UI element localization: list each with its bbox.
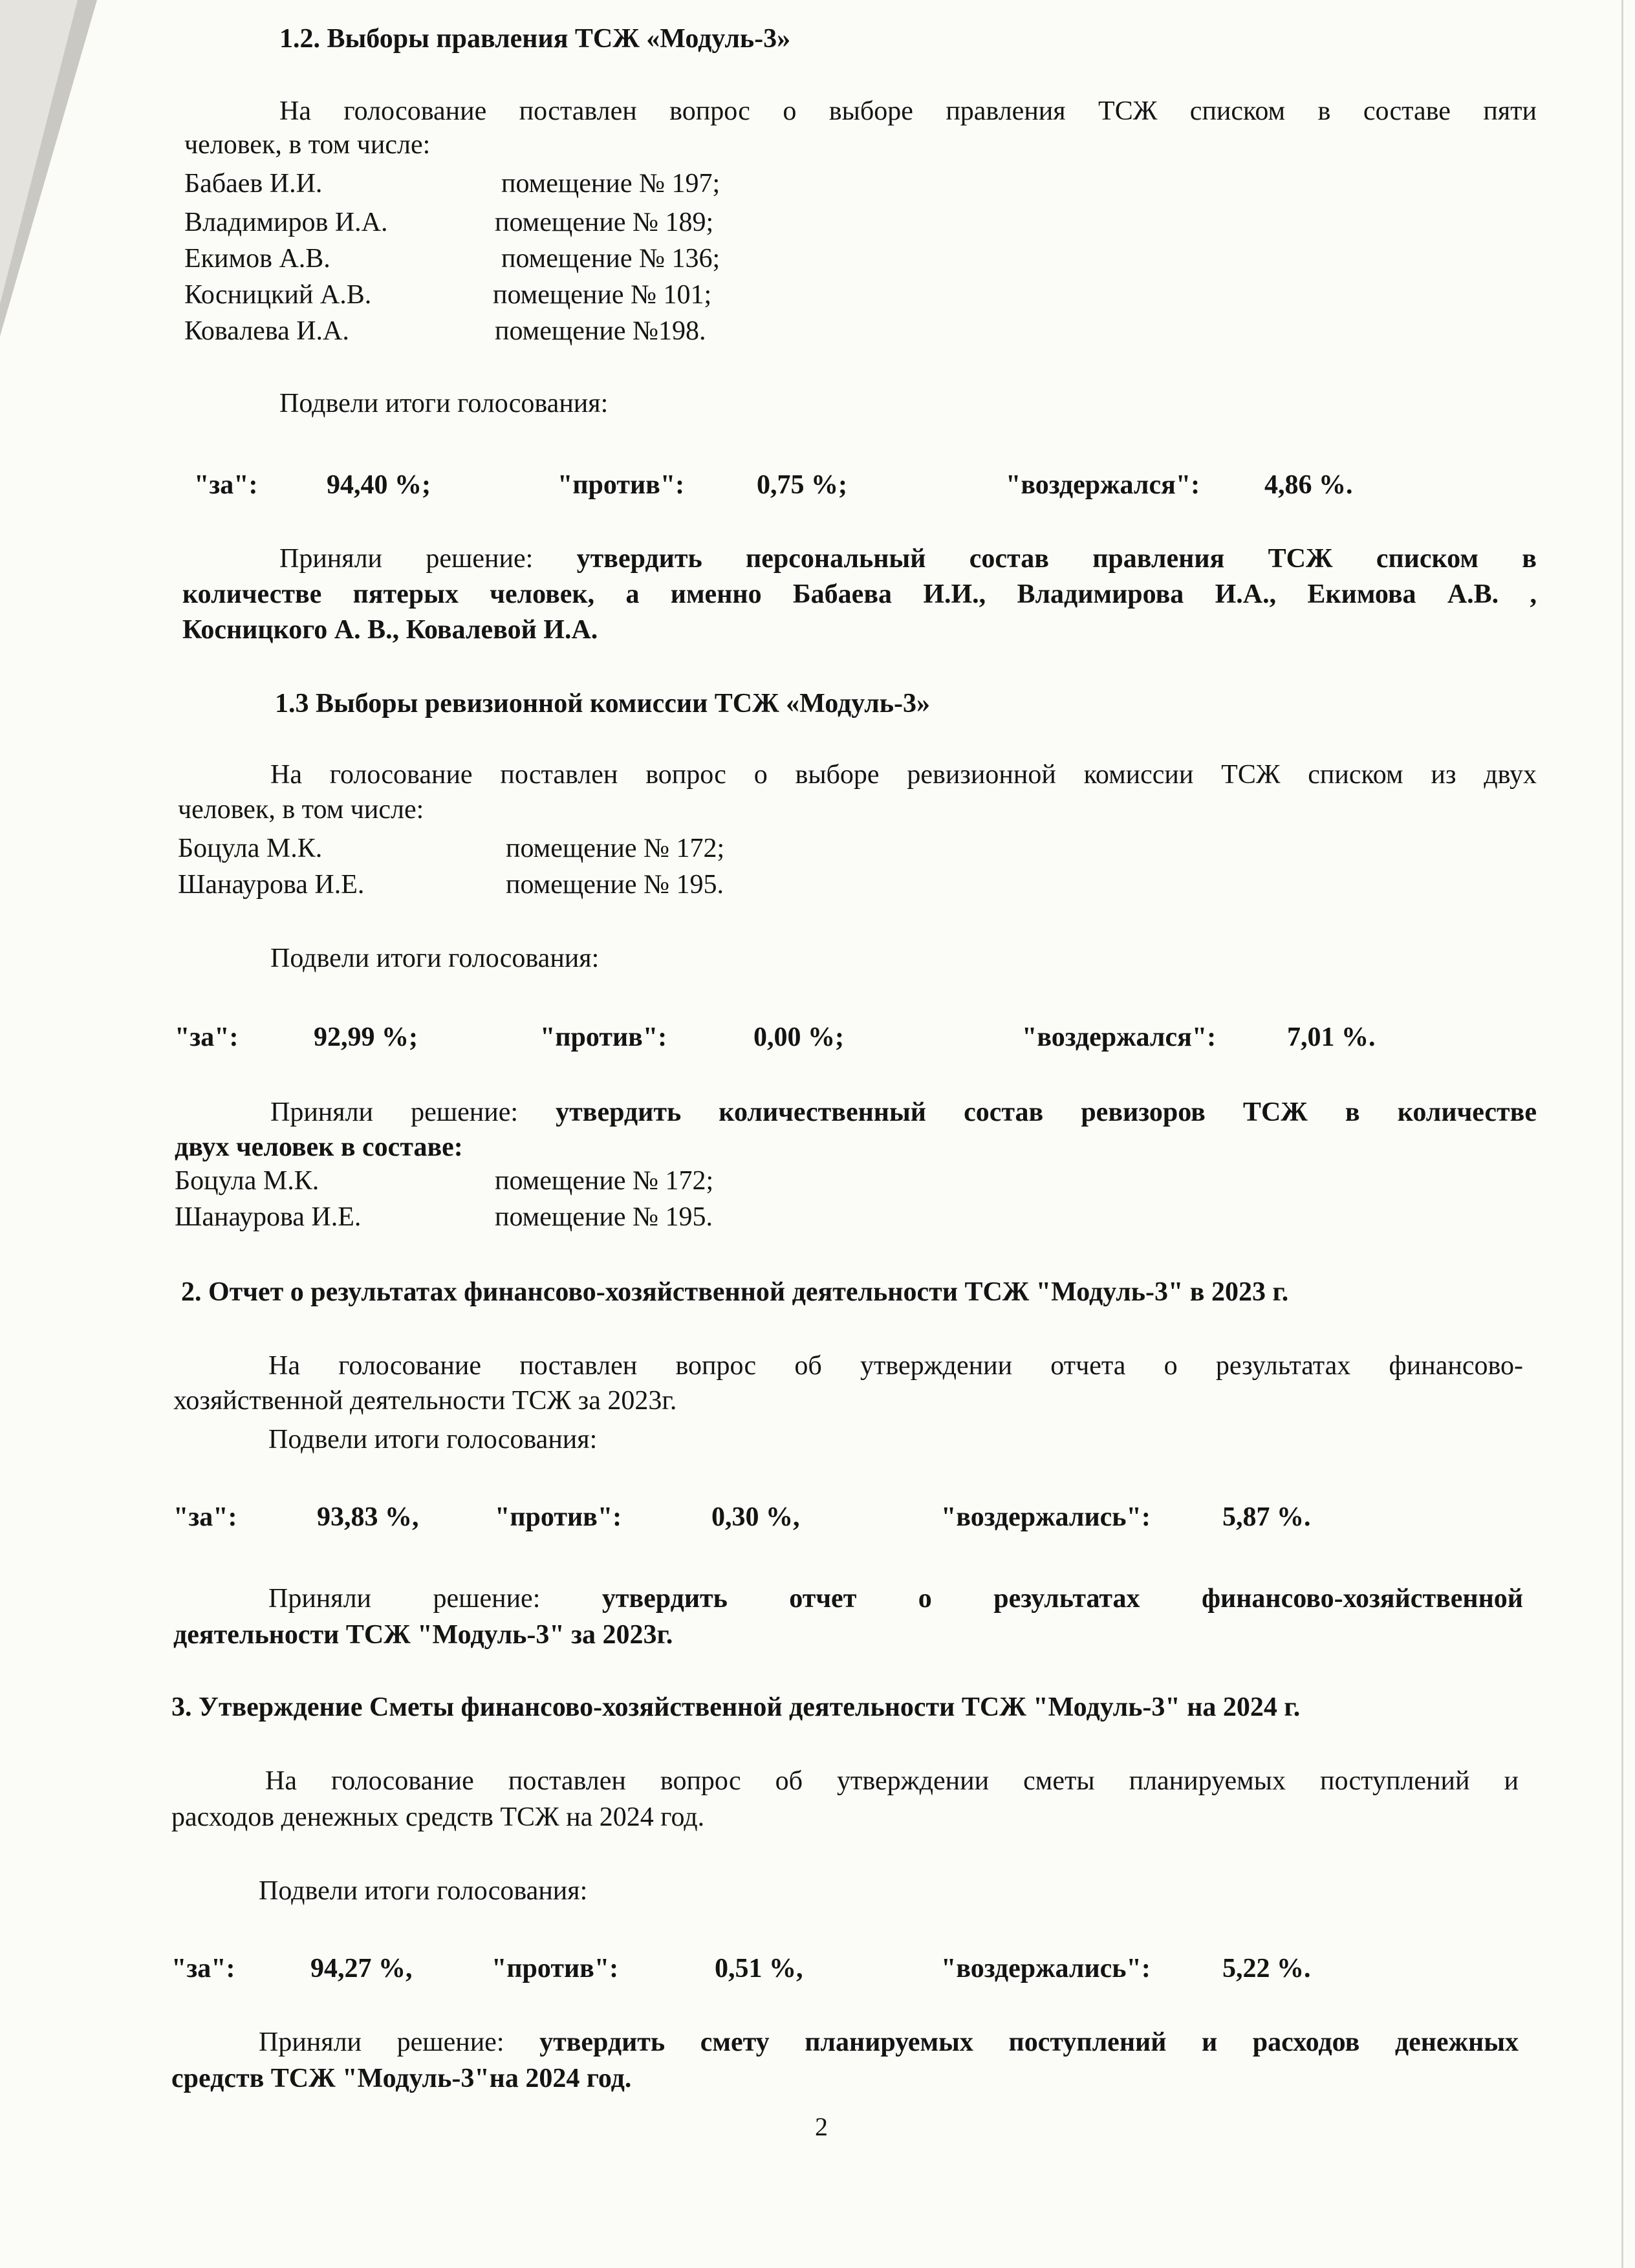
section-1-2-decision-line-2: количестве пятерых человек, а именно Бабаева И.И., Владимирова И.А., Екимова А.В. , xyxy=(182,579,1537,609)
member-room: помещение № 189; xyxy=(495,208,714,237)
member-name: Косницкий А.В. xyxy=(184,280,372,310)
vote-for-value: 94,27 %, xyxy=(310,1954,413,1983)
vote-for-label: "за": xyxy=(194,470,258,500)
section-1-2-intro: На голосование поставлен вопрос о выборе правления ТСЖ списком в составе пяти xyxy=(279,96,1537,126)
vote-against-label: "против": xyxy=(540,1022,667,1052)
section-1-3-intro: На голосование поставлен вопрос о выборе ревизионной комиссии ТСЖ списком из двух xyxy=(270,760,1537,790)
vote-against-value: 0,30 %, xyxy=(711,1502,800,1532)
page-number: 2 xyxy=(815,2112,828,2141)
member-name: Шанаурова И.Е. xyxy=(175,1202,362,1232)
vote-abstain-value: 5,22 %. xyxy=(1222,1954,1311,1983)
vote-for-value: 93,83 %, xyxy=(317,1502,419,1532)
decision-prefix: Приняли решение: xyxy=(279,544,534,574)
section-1-3-decision-line-1 xyxy=(270,1096,1537,1129)
vote-abstain-label: "воздержался": xyxy=(1006,470,1200,500)
section-1-2-decision-line-3: Косницкого А. В., Ковалевой И.А. xyxy=(182,615,598,645)
decision-text: утвердить количественный состав ревизоров ТСЖ в количестве xyxy=(556,1097,1537,1127)
folded-corner-inner xyxy=(0,0,78,304)
vote-abstain-value: 4,86 %. xyxy=(1264,470,1353,500)
member-room: помещение №198. xyxy=(495,316,706,346)
section-2-intro: На голосование поставлен вопрос об утверждении отчета о результатах финансово- xyxy=(268,1351,1523,1381)
member-room: помещение № 195. xyxy=(495,1202,713,1232)
decision-prefix: Приняли решение: xyxy=(270,1097,519,1127)
vote-abstain-label: "воздержался": xyxy=(1022,1022,1217,1052)
vote-against-label: "против": xyxy=(558,470,685,500)
section-2-intro-2: хозяйственной деятельности ТСЖ за 2023г. xyxy=(173,1386,677,1416)
section-1-3-heading: 1.3 Выборы ревизионной комиссии ТСЖ «Модуль-3» xyxy=(275,689,931,718)
vote-abstain-value: 7,01 %. xyxy=(1287,1022,1376,1052)
decision-prefix: Приняли решение: xyxy=(268,1584,541,1614)
vote-for-value: 92,99 %; xyxy=(314,1022,418,1052)
section-1-2-results-label: Подвели итоги голосования: xyxy=(279,389,609,418)
member-room: помещение № 172; xyxy=(495,1166,714,1196)
section-2-results-label: Подвели итоги голосования: xyxy=(268,1425,598,1454)
vote-for-value: 94,40 %; xyxy=(327,470,431,500)
section-3-intro: На голосование поставлен вопрос об утверждении сметы планируемых поступлений и xyxy=(265,1766,1519,1796)
vote-for-label: "за": xyxy=(173,1502,237,1532)
member-name: Владимиров И.А. xyxy=(184,208,388,237)
vote-abstain-value: 5,87 %. xyxy=(1222,1502,1311,1532)
section-2-heading: 2. Отчет о результатах финансово-хозяйственной деятельности ТСЖ "Модуль-3" в 2023 г. xyxy=(181,1277,1289,1307)
decision-text: утвердить отчет о результатах финансово-хозяйственной xyxy=(601,1584,1523,1614)
section-3-heading: 3. Утверждение Сметы финансово-хозяйственной деятельности ТСЖ "Модуль-3" на 2024 г. xyxy=(171,1692,1301,1722)
member-room: помещение № 195. xyxy=(506,870,724,900)
member-name: Бабаев И.И. xyxy=(184,169,323,199)
member-name: Екимов А.В. xyxy=(184,244,330,274)
vote-against-label: "против": xyxy=(495,1502,622,1532)
section-1-2-heading: 1.2. Выборы правления ТСЖ «Модуль-3» xyxy=(279,24,791,54)
section-1-2-intro-2: человек, в том числе: xyxy=(184,130,431,160)
vote-abstain-label: "воздержались": xyxy=(941,1502,1151,1532)
member-name: Боцула М.К. xyxy=(175,1166,319,1196)
section-1-3-decision-line-2: двух человек в составе: xyxy=(175,1132,463,1162)
vote-for-label: "за": xyxy=(171,1954,235,1983)
section-1-2-decision-line-1 xyxy=(279,542,1537,576)
section-3-intro-2: расходов денежных средств ТСЖ на 2024 год. xyxy=(171,1802,705,1832)
vote-against-value: 0,00 %; xyxy=(753,1022,844,1052)
decision-prefix: Приняли решение: xyxy=(259,2027,504,2057)
vote-against-value: 0,51 %, xyxy=(715,1954,803,1983)
section-3-decision-line-1 xyxy=(259,2025,1519,2059)
vote-against-value: 0,75 %; xyxy=(757,470,847,500)
section-1-3-results-label: Подвели итоги голосования: xyxy=(270,944,600,973)
member-name: Шанаурова И.Е. xyxy=(178,870,365,900)
member-name: Боцула М.К. xyxy=(178,834,323,863)
member-room: помещение № 172; xyxy=(506,834,725,863)
vote-abstain-label: "воздержались": xyxy=(941,1954,1151,1983)
vote-for-label: "за": xyxy=(175,1022,239,1052)
page-edge xyxy=(1621,0,1623,2268)
member-room: помещение № 101; xyxy=(493,280,712,310)
member-room: помещение № 197; xyxy=(501,169,720,199)
section-3-results-label: Подвели итоги голосования: xyxy=(259,1876,588,1906)
section-1-3-intro-2: человек, в том числе: xyxy=(178,795,424,825)
member-name: Ковалева И.А. xyxy=(184,316,349,346)
section-3-decision-line-2: средств ТСЖ "Модуль-3"на 2024 год. xyxy=(171,2064,632,2093)
member-room: помещение № 136; xyxy=(501,244,720,274)
vote-against-label: "против": xyxy=(492,1954,619,1983)
decision-text: утвердить смету планируемых поступлений и расходов денежных xyxy=(539,2027,1519,2057)
decision-text: утвердить персональный состав правления ТСЖ списком в xyxy=(576,544,1537,574)
section-2-decision-line-1 xyxy=(268,1582,1523,1615)
section-2-decision-line-2: деятельности ТСЖ "Модуль-3" за 2023г. xyxy=(173,1620,673,1650)
